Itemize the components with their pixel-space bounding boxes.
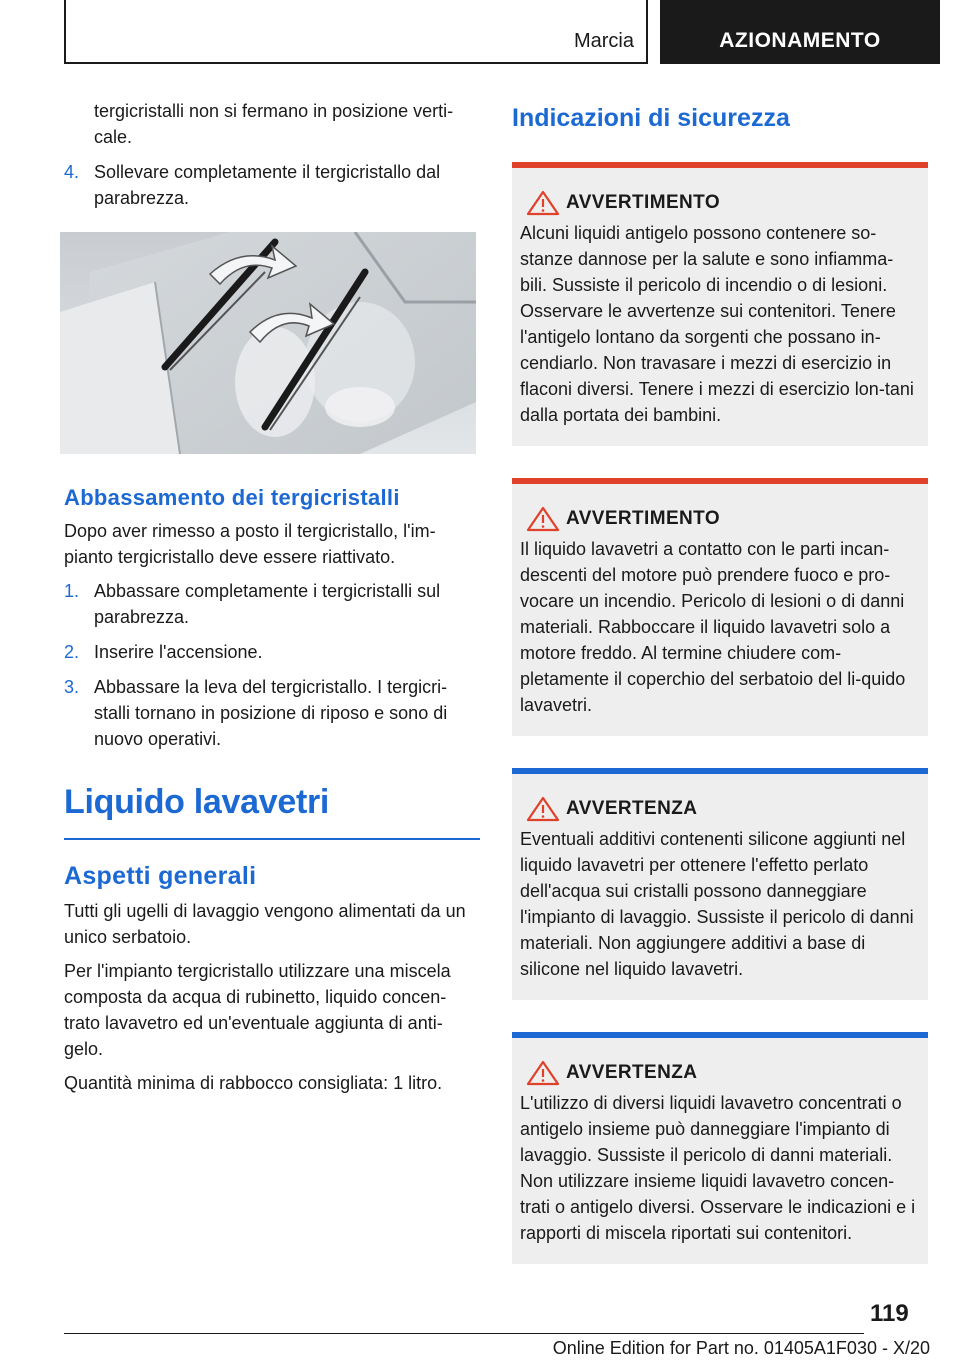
step-3: [64, 674, 480, 752]
warning-label: AVVERTIMENTO: [566, 192, 720, 213]
caution-head: [520, 796, 920, 822]
warning-label: AVVERTIMENTO: [566, 508, 720, 529]
warning-text: Il liquido lavavetri a contatto con le parti incan-descenti del motore può prendere fuoco e pro-vocare un incendio. Pericolo di lesioni o di danni materiali. Rabboccare il liquido lavavetri solo a motore freddo. Al termine chiudere com-pletamente il coperchio del serbatoio del li-quido lavavetri.: [520, 539, 906, 715]
step-text: Inserire l'accensione.: [94, 642, 263, 662]
heading-rule: [64, 838, 480, 840]
step-number: 2.: [64, 642, 80, 662]
header-section-title: Marcia: [573, 30, 634, 52]
header-chapter-tab: [660, 0, 940, 64]
lowering-intro: Dopo aver rimesso a posto il tergicristallo, l'im-pianto tergicristallo deve essere riattivato.: [64, 521, 436, 567]
section-heading-general: Aspetti generali: [64, 862, 257, 890]
step-2: [64, 639, 480, 665]
step-4: [64, 159, 480, 211]
safety-heading: Indicazioni di sicurezza: [512, 104, 790, 132]
step-number: 1.: [64, 581, 80, 601]
warning-head: [520, 190, 920, 216]
caution-box-2: [512, 1032, 928, 1264]
caution-head: [520, 1060, 920, 1086]
continued-step-text: tergicristalli non si fermano in posizione verti-cale.: [94, 101, 454, 147]
step-text: Sollevare completamente il tergicristallo dal parabrezza.: [94, 162, 441, 208]
chapter-heading-washer-fluid: Liquido lavavetri: [64, 783, 330, 821]
general-paragraph-1: Tutti gli ugelli di lavaggio vengono alimentati da un unico serbatoio.: [64, 901, 466, 947]
caution-text: Eventuali additivi contenenti silicone aggiunti nel liquido lavavetri per ottenere l'effetto perlato dell'acqua sui cristalli possono danneggiare l'impianto di lavaggio. Sussiste il pericolo di danni materiali. Non aggiungere additivi a base di silicone nel liquido lavavetri.: [520, 829, 914, 979]
caution-box-1: [512, 768, 928, 1000]
step-1: [64, 578, 480, 630]
caution-triangle-icon: [526, 796, 560, 822]
header-chapter-label: AZIONAMENTO: [719, 29, 881, 52]
footer-rule: [64, 1333, 864, 1334]
warning-text: Alcuni liquidi antigelo possono contenere so-stanze dannose per la salute e sono infiamma-bili. Sussiste il pericolo di incendio o di lesioni. Osservare le avvertenze sui contenitori. Tenere l'antigelo lontano da sorgenti che possano in-cendiarlo. Non travasare i mezzi di esercizio in flaconi diversi. Tenere i mezzi di esercizio lon-tani dalla portata dei bambini.: [520, 223, 914, 425]
right-column: [512, 98, 928, 1264]
caution-label: AVVERTENZA: [566, 1062, 698, 1083]
section-heading-lowering: Abbassamento dei tergicristalli: [64, 485, 400, 510]
footer-edition: Online Edition for Part no. 01405A1F030 - X/20: [552, 1338, 930, 1358]
caution-triangle-icon: [526, 1060, 560, 1086]
step-text: Abbassare completamente i tergicristalli sul parabrezza.: [94, 581, 441, 627]
warning-box-1: [512, 162, 928, 446]
page-number: 119: [870, 1300, 909, 1327]
step-number: 4.: [64, 162, 80, 182]
caution-label: AVVERTENZA: [566, 798, 698, 819]
general-paragraph-3: Quantità minima di rabbocco consigliata: 1 litro.: [64, 1073, 443, 1093]
warning-head: [520, 506, 920, 532]
caution-text: L'utilizzo di diversi liquidi lavavetro concentrati o antigelo insieme può danneggiare l'impianto di lavaggio. Sussiste il pericolo di danni materiali. Non utilizzare insieme liquidi lavavetro concen-trati o antigelo diversi. Osservare le indicazioni e i rapporti di miscela riportati sui contenitori.: [520, 1093, 916, 1243]
warning-box-2: [512, 478, 928, 736]
warning-triangle-icon: [526, 190, 560, 216]
step-text: Abbassare la leva del tergicristallo. I tergicri-stalli tornano in posizione di riposo e sono di nuovo operativi.: [94, 677, 448, 749]
warning-triangle-icon: [526, 506, 560, 532]
left-column: [64, 98, 480, 1104]
wiper-illustration: [60, 232, 476, 454]
step-number: 3.: [64, 677, 80, 697]
general-paragraph-2: Per l'impianto tergicristallo utilizzare una miscela composta da acqua di rubinetto, liquido concen-trato lavavetro ed un'eventuale aggiunta di anti-gelo.: [64, 961, 451, 1059]
